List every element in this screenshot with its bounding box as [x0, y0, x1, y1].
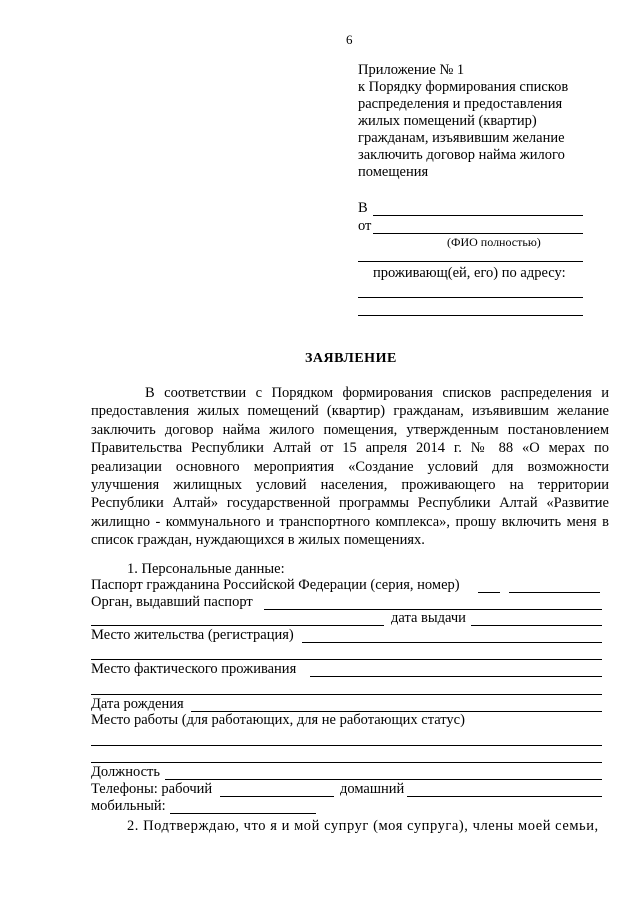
mobile-label: мобильный:	[91, 798, 166, 814]
home-phone-field[interactable]	[407, 796, 602, 797]
from-label: от	[358, 218, 372, 234]
appendix-line-5: гражданам, изъявившим желание	[358, 130, 565, 146]
appendix-line-2: к Порядку формирования списков	[358, 79, 569, 95]
issued-by-label: Орган, выдавший паспорт	[91, 594, 253, 610]
birth-date-label: Дата рождения	[91, 696, 184, 712]
actual-residence-label: Место фактического проживания	[91, 661, 297, 677]
section1-heading: 1. Персональные данные:	[127, 561, 285, 577]
appendix-line-1: Приложение № 1	[358, 62, 465, 78]
appendix-line-4: жилых помещений (квартир)	[358, 113, 537, 129]
position-field[interactable]	[165, 779, 602, 780]
position-label: Должность	[91, 764, 160, 780]
passport-series-field[interactable]	[478, 592, 500, 593]
address-field-2[interactable]	[358, 315, 583, 316]
fio-hint: (ФИО полностью)	[447, 235, 541, 249]
registration-field-2[interactable]	[91, 659, 602, 660]
passport-number-field[interactable]	[509, 592, 600, 593]
issue-date-label: дата выдачи	[391, 610, 466, 626]
phones-label: Телефоны: рабочий	[91, 781, 213, 797]
passport-label: Паспорт гражданина Российской Федерации (серия, номер)	[91, 577, 460, 593]
appendix-line-7: помещения	[358, 164, 429, 180]
registration-field[interactable]	[302, 642, 602, 643]
work-phone-field[interactable]	[220, 796, 334, 797]
page-number: 6	[346, 32, 353, 47]
appendix-line-3: распределения и предоставления	[358, 96, 563, 112]
registration-label: Место жительства (регистрация)	[91, 627, 294, 643]
fio-field[interactable]	[358, 261, 583, 262]
issued-by-field-2[interactable]	[91, 625, 384, 626]
address-field-1[interactable]	[358, 297, 583, 298]
statement-paragraph: В соответствии с Порядком формирования списков распределения и предоставления жилых помещений (квартир) гражданам, изъявившим желание заключить договор найма жилого помещения, утвержденным постановлением Правительства Республики Алтай от 15 апреля 2014 г. № 88 «О мерах по реализации основного мероприятия «Создание условий для возможности улучшения жилищных условий населения, проживающего на территории Республики Алтай» государственной программы Республики Алтай «Развитие жилищно - коммунального и транспортного комплекса», прошу включить меня в список граждан, нуждающихся в жилых помещениях.	[91, 385, 609, 549]
home-phone-label: домашний	[340, 781, 405, 797]
appendix-line-6: заключить договор найма жилого	[358, 147, 565, 163]
to-field[interactable]	[373, 215, 583, 216]
document-title: ЗАЯВЛЕНИЕ	[305, 351, 397, 366]
issue-date-field[interactable]	[471, 625, 602, 626]
workplace-field[interactable]	[91, 745, 602, 746]
workplace-field-2[interactable]	[91, 762, 602, 763]
section2-text: 2. Подтверждаю, что я и мой супруг (моя супруга), члены моей семьи,	[127, 818, 599, 834]
residing-label: проживающ(ей, его) по адресу:	[373, 265, 566, 281]
to-label: В	[358, 200, 368, 216]
mobile-phone-field[interactable]	[170, 813, 316, 814]
workplace-label: Место работы (для работающих, для не работающих статус)	[91, 712, 465, 728]
actual-residence-field[interactable]	[310, 676, 602, 677]
actual-residence-field-2[interactable]	[91, 694, 602, 695]
